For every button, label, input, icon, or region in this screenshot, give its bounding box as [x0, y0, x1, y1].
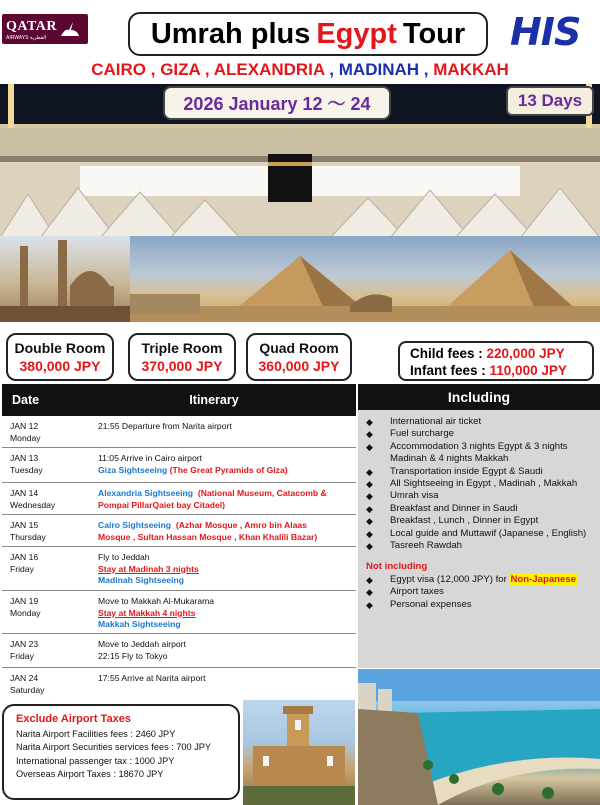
list-item	[366, 416, 594, 428]
item-text: Breakfast , Lunch , Dinner in Egypt	[390, 515, 539, 527]
room-name: Triple Room	[141, 340, 223, 356]
item-text: Egypt visa (12,000 JPY) for	[390, 573, 507, 585]
item-text: Umrah visa	[390, 490, 439, 502]
sightseeing-label: Giza Sightseeing	[98, 464, 168, 475]
row-day: Friday	[10, 563, 34, 574]
infant-fee-label: Infant fees :	[410, 363, 486, 378]
city-makkah: MAKKAH	[433, 60, 509, 79]
room-name: Double Room	[14, 340, 106, 356]
sightseeing-label: Alexandria Sightseeing	[98, 488, 194, 498]
qaitbay-citadel-photo	[243, 700, 355, 805]
itinerary-column-header: Itinerary	[189, 393, 239, 407]
cities-line	[0, 60, 600, 80]
bullet-icon: ◆	[366, 599, 373, 610]
list-item	[366, 428, 594, 440]
airport-taxes-box	[2, 704, 240, 800]
item-text: International air ticket	[390, 416, 482, 427]
bullet-icon: ◆	[366, 429, 373, 440]
sightseeing-detail: (Azhar Mosque , Amro bin Alaas	[175, 520, 307, 530]
list-item	[366, 503, 594, 515]
list-item	[366, 490, 594, 502]
itinerary-row	[2, 668, 356, 700]
item-text: Airport taxes	[390, 586, 444, 598]
item-text: Accommodation 3 nights Egypt & 3 nights Madinah & 4 nights Makkah	[390, 440, 568, 465]
including-list	[358, 410, 600, 611]
item-text: Tasreeh Rawdah	[390, 540, 462, 552]
sightseeing-label: Makkah Sightseeing	[98, 619, 181, 629]
list-item	[366, 515, 594, 527]
city-separator: ,	[150, 60, 156, 79]
bullet-icon: ◆	[366, 466, 373, 477]
itinerary-row	[2, 448, 356, 483]
row-line: 17:55 Arrive at Narita airport	[98, 673, 206, 683]
row-date: JAN 13	[10, 453, 39, 463]
including-header: Including	[358, 384, 600, 410]
room-price: 380,000 JPY	[19, 358, 101, 374]
sightseeing-label: Cairo Sightseeing	[98, 520, 172, 530]
item-text: Fuel surcharge	[390, 428, 454, 440]
tour-title	[128, 12, 488, 56]
sightseeing-detail: (National Museum, Catacomb &	[197, 488, 327, 498]
item-text: Local guide and Muttawif (Japanese , English)	[390, 527, 587, 539]
city-separator: ,	[423, 60, 429, 79]
itinerary-header	[2, 384, 356, 416]
including-panel	[358, 384, 600, 668]
city-madinah: MADINAH	[338, 60, 420, 79]
row-date: JAN 24	[10, 673, 39, 683]
child-fee-label: Child fees :	[410, 346, 483, 361]
title-part2: Tour	[402, 17, 466, 50]
row-line: Move to Makkah Al-Mukarama	[98, 596, 215, 606]
room-triple	[128, 333, 236, 381]
tour-dates: 2026 January 12 〜 24	[163, 86, 391, 120]
itinerary-row	[2, 634, 356, 668]
itinerary-row	[2, 416, 356, 448]
bullet-icon: ◆	[366, 491, 373, 502]
alexandria-beach-photo	[358, 669, 600, 805]
infant-fee-price: 110,000 JPY	[489, 363, 567, 378]
child-infant-fees	[398, 341, 594, 381]
itinerary-table	[2, 384, 356, 700]
sightseeing-detail: Mosque , Sultan Hassan Mosque , Khan Khalili Bazar)	[98, 531, 318, 542]
city-separator: ,	[329, 60, 335, 79]
row-day: Thursday	[10, 531, 46, 542]
row-day: Monday	[10, 432, 41, 443]
item-text: Transportation inside Egypt & Saudi	[390, 465, 543, 477]
city-separator: ,	[204, 60, 210, 79]
row-line: 11:05 Arrive in Cairo airport	[98, 453, 202, 463]
bullet-icon: ◆	[366, 441, 373, 452]
list-item	[366, 574, 594, 586]
bullet-icon: ◆	[366, 516, 373, 527]
itinerary-row	[2, 483, 356, 515]
room-name: Quad Room	[259, 340, 339, 356]
not-including-label: Not including	[366, 561, 428, 573]
list-item	[366, 528, 594, 540]
row-day: Saturday	[10, 684, 45, 695]
city-cairo: CAIRO	[91, 60, 146, 79]
city-alexandria: ALEXANDRIA	[213, 60, 325, 79]
child-fee-price: 220,000 JPY	[486, 346, 565, 361]
row-day: Tuesday	[10, 464, 43, 475]
row-date: JAN 15	[10, 520, 39, 530]
tour-duration: 13 Days	[506, 86, 594, 116]
stay-detail: Stay at Madinah 3 nights	[98, 563, 199, 574]
row-date: JAN 23	[10, 639, 39, 649]
tax-line: Narita Airport Facilities fees : 2460 JPY	[16, 728, 176, 739]
item-text: Personal expenses	[390, 598, 472, 610]
room-price: 370,000 JPY	[141, 358, 223, 374]
itinerary-row	[2, 547, 356, 591]
city-giza: GIZA	[160, 60, 201, 79]
bullet-icon: ◆	[366, 503, 373, 514]
itinerary-row	[2, 591, 356, 634]
list-item	[366, 586, 594, 598]
bullet-icon: ◆	[366, 528, 373, 539]
tax-line: Narita Airport Securities services fees : 700 JPY	[16, 742, 212, 752]
row-line: 22:15 Fly to Tokyo	[98, 650, 168, 661]
giza-pyramids-photo	[130, 236, 600, 322]
sightseeing-detail: Pompai PillarQaiet bay Citadel)	[98, 499, 226, 510]
row-day: Monday	[10, 607, 41, 618]
list-item	[366, 441, 594, 466]
row-date: JAN 16	[10, 552, 39, 562]
row-line: 21:55 Departure from Narita airport	[98, 421, 232, 431]
highlight-text: Non-Japanese	[510, 573, 577, 585]
item-text: All Sightseeing in Egypt , Madinah , Makkah	[390, 478, 578, 490]
bullet-icon: ◆	[366, 541, 373, 552]
bullet-icon: ◆	[366, 574, 373, 585]
row-date: JAN 19	[10, 596, 39, 606]
room-price: 360,000 JPY	[258, 358, 340, 374]
row-line: Fly to Jeddah	[98, 552, 150, 562]
title-part1: Umrah plus	[150, 17, 311, 50]
bullet-icon: ◆	[366, 417, 373, 427]
row-day: Friday	[10, 650, 34, 661]
row-day: Wednesday	[10, 499, 56, 510]
cairo-mosques-photo	[0, 236, 130, 322]
sightseeing-label: Madinah Sightseeing	[98, 575, 184, 585]
qatar-airways-logo	[2, 14, 88, 44]
itinerary-row	[2, 515, 356, 547]
list-item	[366, 478, 594, 490]
qatar-logo-subtext: AIRWAYS القطرية	[6, 35, 47, 41]
list-item	[366, 466, 594, 478]
qatar-logo-text: QATAR	[6, 19, 57, 34]
his-logo: HIS	[510, 10, 581, 54]
bullet-icon: ◆	[366, 587, 373, 598]
tax-line: International passenger tax : 1000 JPY	[16, 755, 175, 766]
row-line: Move to Jeddah airport	[98, 639, 186, 649]
taxes-header: Exclude Airport Taxes	[16, 713, 131, 725]
oryx-icon	[59, 20, 81, 38]
item-text: Breakfast and Dinner in Saudi	[390, 502, 518, 514]
title-highlight: Egypt	[316, 17, 397, 50]
sightseeing-detail: (The Great Pyramids of Giza)	[169, 464, 288, 475]
stay-detail: Stay at Makkah 4 nights	[98, 607, 196, 618]
date-column-header: Date	[12, 393, 40, 407]
bullet-icon: ◆	[366, 479, 373, 490]
list-item	[366, 599, 594, 611]
list-item	[366, 540, 594, 552]
row-date: JAN 12	[10, 421, 39, 431]
room-quad	[246, 333, 352, 381]
room-double	[6, 333, 114, 381]
tax-line: Overseas Airport Taxes : 18670 JPY	[16, 769, 164, 779]
row-date: JAN 14	[10, 488, 39, 498]
